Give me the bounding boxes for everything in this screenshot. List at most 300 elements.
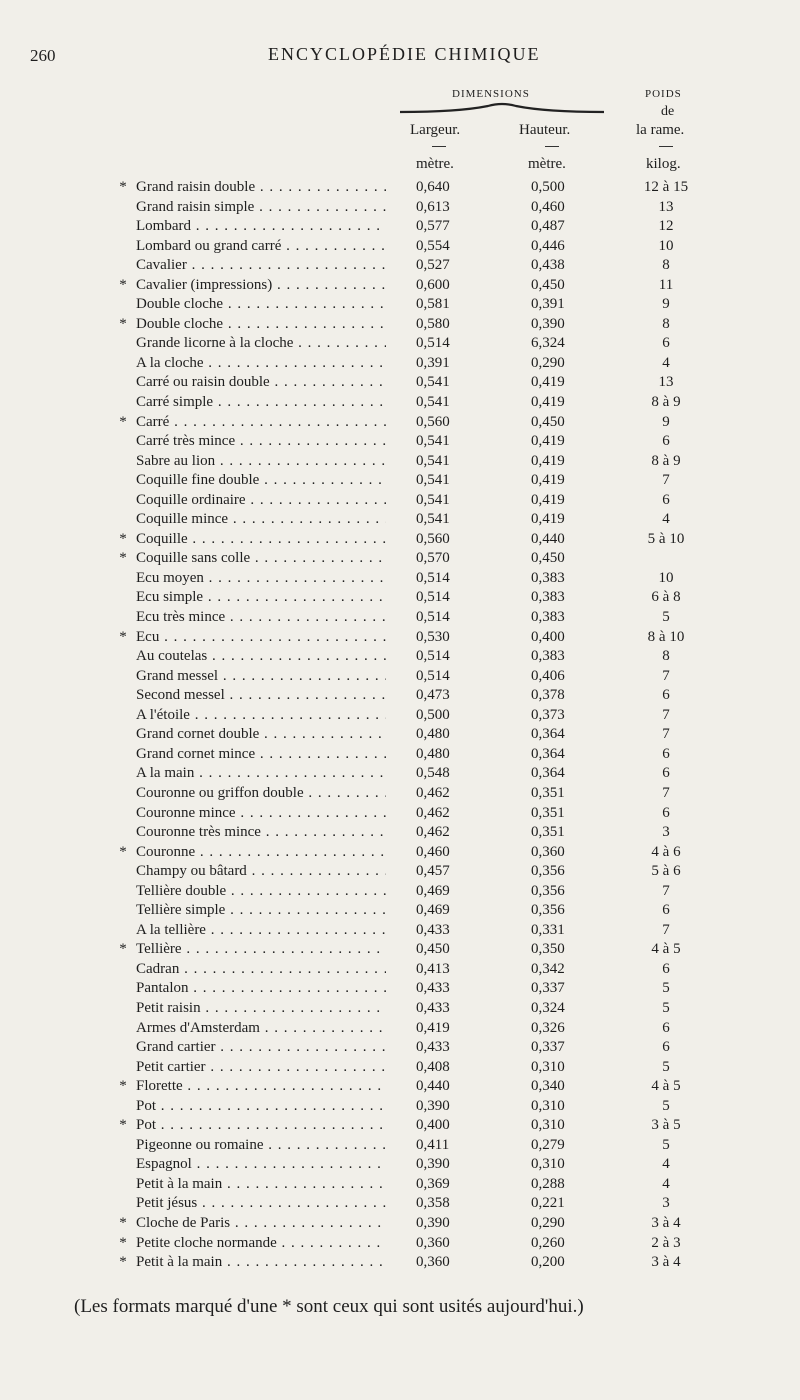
table-row [0,979,800,999]
row-height: 0,419 [531,472,565,489]
row-format-name: Pot . . . [136,1116,386,1136]
row-format-name: Pigeonne ou romaine . . . [136,1136,386,1156]
row-width: 0,360 [416,1234,450,1251]
row-weight: 6 [662,765,670,782]
table-row [0,393,800,413]
row-weight: 6 à 8 [651,589,681,606]
table-row [0,491,800,511]
row-format-name: Tellière simple . . . [136,901,386,921]
row-height: 0,383 [531,609,565,626]
row-width: 0,433 [416,921,450,938]
row-format-name: Double cloche . . . [136,295,386,315]
footnote: (Les formats marqué d'une * sont ceux qui sont usités aujourd'hui.) [74,1296,584,1317]
row-format-name: Florette . . . [136,1077,386,1097]
row-format-name: Grand raisin simple . . . [136,198,386,218]
row-width: 0,560 [416,530,450,547]
table-row [0,628,800,648]
row-width: 0,433 [416,999,450,1016]
row-width: 0,411 [416,1136,450,1153]
row-format-name: Petite cloche normande . . . [136,1234,386,1254]
row-height: 0,337 [531,980,565,997]
row-star-mark: * [119,941,127,958]
table-row [0,452,800,472]
row-format-name: Grand cornet double . . . [136,725,386,745]
table-row [0,354,800,374]
row-height: 0,351 [531,804,565,821]
row-height: 0,356 [531,863,565,880]
row-height: 0,356 [531,902,565,919]
table-row [0,256,800,276]
table-row [0,901,800,921]
row-format-name: Petit à la main . . . [136,1175,386,1195]
weight-heading-de: de [661,104,675,119]
row-format-name: Au coutelas . . . [136,647,386,667]
row-height: 6,324 [531,335,565,352]
row-height: 0,460 [531,198,565,215]
unit-height: mètre. [528,156,566,172]
row-format-name: Petit cartier . . . [136,1058,386,1078]
row-height: 0,356 [531,882,565,899]
row-star-mark: * [119,843,127,860]
row-weight: 6 [662,902,670,919]
table-row [0,315,800,335]
row-height: 0,450 [531,413,565,430]
row-format-name: Ecu simple . . . [136,588,386,608]
row-width: 0,390 [416,1097,450,1114]
row-format-name: Ecu moyen . . . [136,569,386,589]
row-width: 0,500 [416,706,450,723]
row-height: 0,400 [531,628,565,645]
row-star-mark: * [119,1078,127,1095]
row-weight: 4 [662,511,670,528]
row-format-name: Couronne ou griffon double . . . [136,784,386,804]
divider [659,146,673,147]
row-width: 0,570 [416,550,450,567]
row-width: 0,514 [416,335,450,352]
row-height: 0,419 [531,491,565,508]
row-star-mark: * [119,315,127,332]
row-weight: 8 à 9 [651,394,681,411]
table-row [0,198,800,218]
table-row [0,1038,800,1058]
row-width: 0,360 [416,1254,450,1271]
row-height: 0,310 [531,1117,565,1134]
row-width: 0,514 [416,609,450,626]
row-weight: 9 [662,413,670,430]
row-width: 0,640 [416,179,450,195]
row-height: 0,406 [531,667,565,684]
row-height: 0,373 [531,706,565,723]
page-number: 260 [30,46,56,65]
table-row [0,237,800,257]
table-row [0,960,800,980]
divider [432,146,446,147]
table-row [0,647,800,667]
row-star-mark: * [119,1254,127,1271]
row-format-name: Petit jésus . . . [136,1194,386,1214]
row-format-name: Tellière double . . . [136,882,386,902]
row-star-mark: * [119,550,127,567]
row-weight: 5 [662,609,670,626]
row-height: 0,290 [531,1214,565,1231]
row-weight: 4 [662,1156,670,1173]
row-height: 0,331 [531,921,565,938]
width-heading: Largeur. [410,122,461,138]
row-width: 0,541 [416,452,450,469]
row-width: 0,541 [416,374,450,391]
table-row [0,1058,800,1078]
row-width: 0,514 [416,589,450,606]
row-format-name: Cavalier . . . [136,256,386,276]
row-weight: 13 [658,374,674,391]
row-star-mark: * [119,530,127,547]
table-row [0,862,800,882]
row-width: 0,581 [416,296,450,313]
row-width: 0,390 [416,1214,450,1231]
brace-icon [398,102,606,114]
row-weight: 7 [662,882,670,899]
table-row [0,667,800,687]
dimensions-heading: DIMENSIONS [452,88,530,100]
row-format-name: Coquille fine double . . . [136,471,386,491]
weight-heading: POIDS [645,88,682,100]
row-weight: 9 [662,296,670,313]
row-height: 0,440 [531,530,565,547]
row-width: 0,480 [416,726,450,743]
row-format-name: Pantalon . . . [136,979,386,999]
row-height: 0,450 [531,276,565,293]
row-width: 0,369 [416,1175,450,1192]
row-width: 0,433 [416,1039,450,1056]
row-width: 0,419 [416,1019,450,1036]
row-format-name: A la cloche . . . [136,354,386,374]
row-format-name: Sabre au lion . . . [136,452,386,472]
row-height: 0,260 [531,1234,565,1251]
table-row [0,1097,800,1117]
table-row [0,1077,800,1097]
row-weight: 6 [662,804,670,821]
table-row [0,276,800,296]
row-format-name: Second messel . . . [136,686,386,706]
row-width: 0,541 [416,433,450,450]
row-weight: 5 [662,980,670,997]
table-row [0,940,800,960]
row-format-name: Ecu très mince . . . [136,608,386,628]
row-height: 0,351 [531,784,565,801]
row-height: 0,487 [531,218,565,235]
row-width: 0,440 [416,1078,450,1095]
row-weight: 7 [662,921,670,938]
row-weight: 4 à 5 [651,941,681,958]
row-format-name: Grande licorne à la cloche . . . [136,334,386,354]
table-row [0,843,800,863]
row-width: 0,548 [416,765,450,782]
row-width: 0,514 [416,667,450,684]
row-weight: 6 [662,335,670,352]
row-format-name: Champy ou bâtard . . . [136,862,386,882]
table-row [0,549,800,569]
row-height: 0,378 [531,687,565,704]
row-width: 0,541 [416,511,450,528]
table-row [0,745,800,765]
row-height: 0,450 [531,550,565,567]
row-width: 0,527 [416,257,450,274]
table-row [0,178,800,198]
row-height: 0,342 [531,960,565,977]
row-format-name: Pot . . . [136,1097,386,1117]
row-width: 0,480 [416,745,450,762]
row-format-name: Carré très mince . . . [136,432,386,452]
row-width: 0,541 [416,491,450,508]
row-weight: 7 [662,706,670,723]
table-row [0,471,800,491]
row-weight: 8 à 9 [651,452,681,469]
table-row [0,1136,800,1156]
row-weight: 7 [662,667,670,684]
row-format-name: Tellière . . . [136,940,386,960]
row-height: 0,310 [531,1097,565,1114]
table-row [0,921,800,941]
divider [545,146,559,147]
row-width: 0,514 [416,648,450,665]
row-width: 0,541 [416,472,450,489]
row-format-name: Cloche de Paris . . . [136,1214,386,1234]
row-width: 0,469 [416,882,450,899]
row-star-mark: * [119,1117,127,1134]
row-weight: 6 [662,433,670,450]
table-row [0,217,800,237]
table-row [0,999,800,1019]
table-row [0,1019,800,1039]
row-height: 0,340 [531,1078,565,1095]
row-weight: 8 [662,648,670,665]
row-format-name: Couronne mince . . . [136,804,386,824]
row-width: 0,462 [416,824,450,841]
row-height: 0,290 [531,354,565,371]
row-width: 0,462 [416,784,450,801]
row-format-name: Coquille ordinaire . . . [136,491,386,511]
row-weight: 12 à 15 [643,179,689,195]
row-height: 0,419 [531,511,565,528]
row-height: 0,350 [531,941,565,958]
table-row [0,1253,800,1273]
row-height: 0,200 [531,1254,565,1271]
row-width: 0,577 [416,218,450,235]
row-width: 0,391 [416,354,450,371]
row-format-name: Couronne . . . [136,843,386,863]
row-width: 0,413 [416,960,450,977]
row-weight: 7 [662,784,670,801]
table-row [0,1194,800,1214]
row-height: 0,419 [531,394,565,411]
row-height: 0,500 [531,179,565,195]
table-row [0,804,800,824]
row-width: 0,473 [416,687,450,704]
row-width: 0,469 [416,902,450,919]
row-format-name: Petit raisin . . . [136,999,386,1019]
row-format-name: Coquille mince . . . [136,510,386,530]
row-width: 0,400 [416,1117,450,1134]
table-row [0,784,800,804]
row-format-name: Carré . . . [136,413,386,433]
row-weight: 4 à 5 [651,1078,681,1095]
row-height: 0,383 [531,589,565,606]
row-weight: 6 [662,745,670,762]
table-row [0,530,800,550]
row-format-name: Couronne très mince . . . [136,823,386,843]
table-row [0,1155,800,1175]
row-format-name: Cadran . . . [136,960,386,980]
row-width: 0,514 [416,569,450,586]
row-format-name: Carré ou raisin double . . . [136,373,386,393]
row-width: 0,613 [416,198,450,215]
row-format-name: Petit à la main . . . [136,1253,386,1273]
table-row [0,1116,800,1136]
unit-weight: kilog. [646,156,681,172]
row-weight: 13 [658,198,674,215]
row-width: 0,457 [416,863,450,880]
table-row [0,823,800,843]
row-weight: 5 [662,999,670,1016]
unit-width: mètre. [416,156,454,172]
row-format-name: Coquille sans colle . . . [136,549,386,569]
row-height: 0,383 [531,569,565,586]
table-row [0,588,800,608]
row-width: 0,541 [416,394,450,411]
row-width: 0,433 [416,980,450,997]
row-format-name: Coquille . . . [136,530,386,550]
row-format-name: Lombard . . . [136,217,386,237]
row-format-name: A l'étoile . . . [136,706,386,726]
row-width: 0,450 [416,941,450,958]
row-height: 0,310 [531,1058,565,1075]
row-weight: 2 à 3 [651,1234,681,1251]
table-row [0,882,800,902]
row-format-name: A la main . . . [136,764,386,784]
row-format-name: Espagnol . . . [136,1155,386,1175]
row-width: 0,554 [416,237,450,254]
row-star-mark: * [119,179,127,195]
row-weight: 3 [662,824,670,841]
row-height: 0,324 [531,999,565,1016]
row-height: 0,326 [531,1019,565,1036]
row-star-mark: * [119,413,127,430]
row-format-name: Grand messel . . . [136,667,386,687]
table-row [0,686,800,706]
row-weight: 7 [662,726,670,743]
row-weight: 6 [662,960,670,977]
table-row [0,569,800,589]
row-weight: 4 [662,354,670,371]
row-weight: 3 à 5 [651,1117,681,1134]
table-row [0,373,800,393]
row-height: 0,364 [531,745,565,762]
height-heading: Hauteur. [519,122,571,138]
row-format-name: Grand cornet mince . . . [136,745,386,765]
row-height: 0,288 [531,1175,565,1192]
row-weight: 3 [662,1195,670,1212]
table-row [0,725,800,745]
row-height: 0,364 [531,765,565,782]
row-star-mark: * [119,276,127,293]
table-row [0,1234,800,1254]
running-title: ENCYCLOPÉDIE CHIMIQUE [268,44,541,64]
row-weight: 4 à 6 [651,843,681,860]
row-star-mark: * [119,1234,127,1251]
row-format-name: Carré simple . . . [136,393,386,413]
row-format-name: Double cloche . . . [136,315,386,335]
row-weight: 12 [658,218,674,235]
row-weight: 3 à 4 [651,1254,681,1271]
weight-heading-rame: la rame. [636,122,685,138]
table-row [0,1214,800,1234]
row-weight: 3 à 4 [651,1214,681,1231]
row-weight: 6 [662,1039,670,1056]
row-height: 0,337 [531,1039,565,1056]
table-row [0,1175,800,1195]
row-weight: 5 à 10 [647,530,685,547]
row-weight: 4 [662,1175,670,1192]
table-row [0,413,800,433]
row-width: 0,408 [416,1058,450,1075]
row-height: 0,351 [531,824,565,841]
row-weight: 6 [662,687,670,704]
row-height: 0,383 [531,648,565,665]
row-width: 0,358 [416,1195,450,1212]
row-format-name: Cavalier (impressions) . . . [136,276,386,296]
row-height: 0,390 [531,315,565,332]
table-row [0,295,800,315]
row-weight: 7 [662,472,670,489]
row-weight: 10 [658,569,674,586]
table-row [0,432,800,452]
row-weight: 6 [662,491,670,508]
row-width: 0,460 [416,843,450,860]
row-format-name: Lombard ou grand carré . . . [136,237,386,257]
row-star-mark: * [119,628,127,645]
row-width: 0,560 [416,413,450,430]
row-width: 0,390 [416,1156,450,1173]
row-format-name: Armes d'Amsterdam . . . [136,1019,386,1039]
row-weight: 10 [658,237,674,254]
row-format-name: A la tellière . . . [136,921,386,941]
row-width: 0,600 [416,276,450,293]
table-row [0,608,800,628]
row-weight: 11 [658,276,674,293]
row-height: 0,419 [531,374,565,391]
row-height: 0,364 [531,726,565,743]
row-format-name: Ecu . . . [136,628,386,648]
row-weight: 8 [662,257,670,274]
row-weight: 5 à 6 [651,863,681,880]
row-star-mark: * [119,1214,127,1231]
table-row [0,706,800,726]
row-weight: 8 [662,315,670,332]
row-weight: 6 [662,1019,670,1036]
row-height: 0,419 [531,433,565,450]
row-height: 0,279 [531,1136,565,1153]
row-height: 0,446 [531,237,565,254]
table-row [0,334,800,354]
row-width: 0,530 [416,628,450,645]
row-height: 0,360 [531,843,565,860]
row-height: 0,310 [531,1156,565,1173]
row-height: 0,221 [531,1195,565,1212]
row-weight: 8 à 10 [647,628,685,645]
row-height: 0,438 [531,257,565,274]
row-height: 0,391 [531,296,565,313]
row-weight: 5 [662,1097,670,1114]
